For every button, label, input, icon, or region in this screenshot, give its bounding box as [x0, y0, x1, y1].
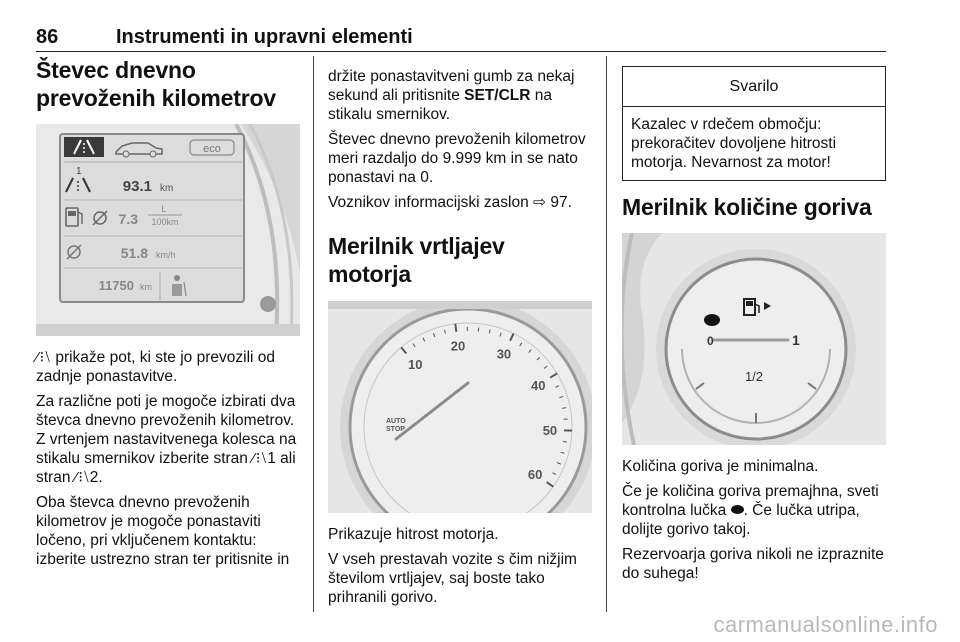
tacho-tick-label: 50: [542, 422, 558, 438]
section-heading: Števec dnevno prevoženih kilometrov: [36, 57, 276, 111]
fuel-gauge-illustration: [622, 233, 886, 445]
trip-index: 1: [76, 166, 82, 177]
paragraph: Oba števca dnevno prevoženih kilometrov je mogoče ponastaviti ločeno, pri vključenem kontaktu: izberite ustrezno stran ter pritisnite in: [36, 494, 290, 568]
fuel-unit-top: L: [161, 204, 167, 214]
section-heading: Merilnik vrtljajev motorja: [328, 233, 505, 287]
trip-value: 93.1: [122, 178, 152, 195]
paragraph: V vseh prestavah vozite s čim nižjim številom vrtljajev, saj boste tako prihranili gorivo.: [328, 551, 577, 606]
auto-stop-label: STOP: [386, 426, 405, 433]
low-fuel-indicator-icon: [704, 314, 720, 326]
column-fuel-gauge: [622, 56, 886, 589]
tacho-tick-label: 20: [450, 338, 466, 354]
range-unit: km: [140, 282, 152, 292]
speed-value: 51.8: [120, 245, 148, 261]
paragraph: Števec dnevno prevoženih kilometrov meri razdaljo do 9.999 km in se nato ponastavi na 0.: [328, 131, 586, 186]
column-tachometer: [328, 56, 592, 613]
trip-road-icon: [64, 137, 104, 157]
column-divider: [313, 56, 314, 612]
auto-stop-label: AUTO: [386, 418, 406, 425]
trip-road-icon: ⁄⁝⧵: [74, 469, 90, 486]
trip-unit: km: [160, 183, 174, 194]
tachometer-illustration: [328, 301, 592, 513]
section-heading: Merilnik količine goriva: [622, 194, 872, 220]
paragraph: ⁄⁝⧵ prikaže pot, ki ste jo prevozili od zadnje ponastavitve.: [36, 349, 276, 385]
warning-body: Kazalec v rdečem območju: prekoračitev dovoljene hitrosti motorja. Nevarnost za motor!: [631, 116, 837, 171]
trip-road-icon: ⁄⁝⧵: [36, 349, 52, 366]
watermark: carmanualsonline.info: [713, 612, 938, 637]
set-clr-label: SET/CLR: [464, 87, 531, 104]
paragraph: Za različne poti je mogoče izbirati dva števca dnevno prevoženih kilometrov. Z vrtenjem nastavitvenega kolesca na stikalu smernikov izberite stran ⁄⁝⧵1 ali stran ⁄⁝⧵2.: [36, 393, 297, 486]
tacho-tick-label: 60: [527, 467, 543, 483]
paragraph: držite ponastavitveni gumb za nekaj sekund ali pritisnite SET/CLR na stikalu smernikov.: [328, 68, 575, 123]
paragraph: Količina goriva je minimalna.: [622, 458, 819, 475]
eco-label: eco: [203, 143, 221, 155]
warning-title: Svarilo: [623, 67, 885, 107]
trip-display-illustration: [36, 124, 300, 336]
column-trip-odometer: [36, 56, 300, 575]
page-reference: ⇨ 97.: [533, 194, 572, 211]
fuel-scale-half: 1/2: [744, 369, 764, 384]
paragraph: Prikazuje hitrost motorja.: [328, 526, 499, 543]
warning-box: [622, 66, 886, 181]
paragraph: Rezervoarja goriva nikoli ne izpraznite do suhega!: [622, 546, 884, 582]
running-title: Instrumenti in upravni elementi: [116, 26, 413, 48]
tacho-tick-label: 30: [496, 346, 512, 362]
tacho-tick: [563, 441, 567, 442]
fuel-value: 7.3: [118, 211, 138, 227]
page-number: 86: [36, 26, 59, 48]
speed-unit: km/h: [156, 250, 176, 260]
page-header: [36, 22, 886, 52]
tacho-tick-label: 10: [408, 357, 423, 373]
paragraph: Voznikov informacijski zaslon ⇨ 97.: [328, 194, 572, 211]
fuel-scale-zero: 0: [707, 334, 714, 348]
paragraph: Če je količina goriva premajhna, sveti kontrolna lučka . Če lučka utripa, dolijte gorivo takoj.: [622, 483, 879, 538]
fuel-scale-one: 1: [792, 332, 800, 348]
tacho-tick-label: 40: [531, 377, 546, 393]
range-value: 11750: [98, 278, 134, 293]
column-divider: [606, 56, 607, 612]
trip-road-icon: ⁄⁝⧵: [252, 450, 268, 467]
fuel-unit-bottom: 100km: [151, 217, 179, 227]
tacho-tick: [455, 324, 456, 332]
low-fuel-indicator-icon: [731, 505, 744, 514]
